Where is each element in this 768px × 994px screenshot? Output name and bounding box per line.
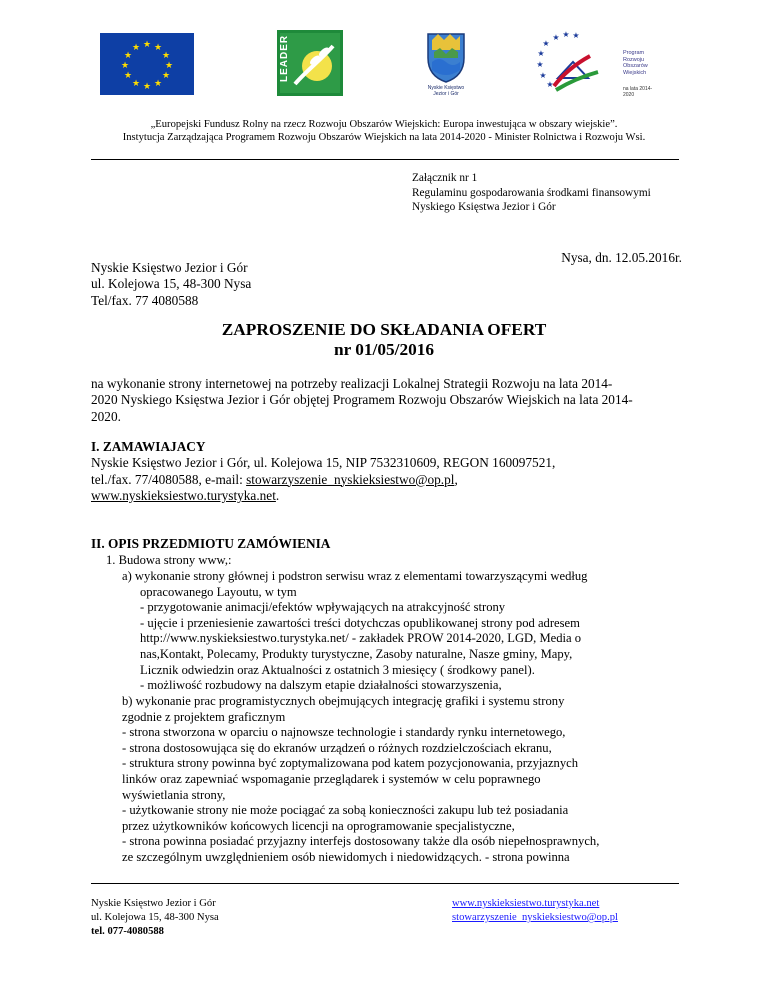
item-1-website-build: 1. Budowa strony www,: — [106, 553, 232, 567]
item-b-line: przez użytkowników końcowych licencji na oprogramowanie specjalistyczne, — [122, 818, 515, 833]
item-a-line: - przygotowanie animacji/efektów wpływających na atrakcyjność strony — [140, 600, 506, 615]
item-a-line: opracowanego Layoutu, w tym — [140, 584, 297, 599]
item-b-line: - strona powinna posiadać przyjazny interfejs dostosowany także dla osób niepełnosprawnych, — [122, 834, 600, 849]
coat-of-arms-icon — [424, 28, 468, 84]
svg-text:★: ★ — [562, 30, 570, 39]
sender-block — [91, 260, 251, 309]
prow-emblem-icon — [528, 28, 624, 98]
svg-text:★: ★ — [552, 33, 560, 42]
svg-text:★: ★ — [123, 51, 133, 61]
header-divider — [91, 159, 679, 160]
item-b-line: zgodnie z projektem graficznym — [122, 709, 286, 724]
section-2-heading: II. OPIS PRZEDMIOTU ZAMÓWIENIA — [91, 536, 331, 551]
svg-text:★: ★ — [153, 43, 163, 53]
item-b-line: - strona dostosowująca się do ekranów urządzeń o różnych rozdzielczościach ekranu, — [122, 740, 552, 755]
prow-logo — [528, 28, 658, 98]
item-a-line: a) wykonanie strony głównej i podstron serwisu wraz z elementami towarzyszącymi według — [122, 569, 588, 583]
sender-phone: Tel/fax. 77 4080588 — [91, 292, 199, 308]
eu-flag-logo — [100, 33, 194, 95]
item-a-line: - ujęcie i przeniesienie zawartości treści dotychczas opublikowanej strony pod adresem — [140, 615, 580, 630]
svg-text:★: ★ — [161, 71, 171, 81]
section-1-heading: I. ZAMAWIAJACY — [91, 439, 206, 454]
item-a-line: http://www.nyskieksiestwo.turystyka.net/ - zakładek PROW 2014-2020, LGD, Media o — [140, 631, 582, 646]
item-a-sublines — [122, 585, 702, 694]
item-b-block — [122, 694, 702, 866]
section-ordering-party — [91, 439, 691, 504]
item-a-line: Licznik odwiedzin oraz Aktualności z ostatnich 3 miesięcy ( środkowy panel). — [140, 662, 535, 677]
footer-website-link[interactable]: www.nyskieksiestwo.turystyka.net — [452, 898, 600, 909]
contact-suffix: , — [454, 471, 458, 487]
svg-text:★: ★ — [131, 79, 141, 89]
prow-logo-years: na lata 2014-2020 — [623, 86, 653, 98]
intro-line-2: 2020 Nyskiego Księstwa Jezior i Gór objętej Programem Rozwoju Obszarów Wiejskich na lata 2014- — [91, 392, 633, 408]
footer-address — [91, 897, 219, 939]
attachment-line-2: Regulaminu gospodarowania środkami finansowymi — [412, 186, 651, 199]
website-suffix: . — [275, 487, 280, 503]
prow-line-3: Obszarów — [623, 63, 648, 69]
website-link[interactable]: www.nyskieksiestwo.turystyka.net — [91, 487, 276, 503]
attachment-note — [412, 171, 651, 215]
eu-funding-line-2: Instytucja Zarządzająca Programem Rozwoju Obszarów Wiejskich na lata 2014-2020 - Minister Rolnictwa i Rozwoju Wsi. — [122, 132, 646, 143]
svg-text:★: ★ — [123, 71, 133, 81]
prow-logo-text — [623, 50, 648, 76]
footer-phone: tel. 077-4080588 — [91, 926, 164, 937]
nysa-caption-line-1: Nyskie Księstwo — [427, 85, 465, 91]
ordering-party-details: Nyskie Księstwo Jezior i Gór, ul. Kolejowa 15, NIP 7532310609, REGON 160097521, — [91, 455, 556, 471]
footer-divider — [91, 883, 679, 884]
website-line — [91, 488, 691, 504]
leader-logo — [277, 30, 343, 96]
document-number: nr 01/05/2016 — [333, 340, 435, 359]
item-a-line: nas,Kontakt, Polecamy, Produkty turystyczne, Zasoby naturalne, Nasze gminy, Mapy, — [140, 646, 573, 661]
item-b-line: wyświetlania strony, — [122, 787, 226, 802]
email-link[interactable]: stowarzyszenie_nyskieksiestwo@op.pl — [246, 471, 455, 487]
sender-name: Nyskie Księstwo Jezior i Gór — [91, 260, 248, 275]
nysa-caption-line-2: Jezior i Gór — [433, 90, 459, 97]
svg-text:★: ★ — [536, 60, 544, 69]
footer-org-name: Nyskie Księstwo Jezior i Gór — [91, 898, 216, 909]
item-b-line: - strona stworzona w oparciu o najnowsze technologie i standardy rynku internetowego, — [122, 725, 566, 740]
ordering-party-contact — [91, 472, 691, 488]
item-b-line: linków oraz zapewniać wspomaganie przeglądarek i systemów w celu poprawnego — [122, 771, 541, 786]
prow-line-4: Wiejskich — [623, 69, 647, 76]
svg-text:★: ★ — [164, 61, 174, 71]
svg-text:★: ★ — [542, 39, 550, 48]
document-title: ZAPROSZENIE DO SKŁADANIA OFERT — [221, 320, 547, 339]
item-b-line: - użytkowanie strony nie może pociągać za sobą konieczności zakupu lub też posiadania — [122, 803, 569, 818]
svg-text:★: ★ — [142, 82, 152, 92]
svg-text:★: ★ — [153, 79, 163, 89]
svg-text:★: ★ — [131, 43, 141, 53]
svg-text:★: ★ — [537, 49, 545, 58]
svg-text:★: ★ — [546, 80, 554, 89]
item-a-line: - możliwość rozbudowy na dalszym etapie działalności stowarzyszenia, — [140, 678, 502, 693]
item-a-block — [122, 569, 702, 694]
intro-line-3: 2020. — [91, 408, 121, 424]
document-date: Nysa, dn. 12.05.2016r. — [561, 250, 682, 265]
svg-text:★: ★ — [572, 31, 580, 40]
svg-text:★: ★ — [142, 40, 152, 50]
sender-address: ul. Kolejowa 15, 48-300 Nysa — [91, 276, 252, 292]
attachment-line-1: Załącznik nr 1 — [412, 172, 478, 184]
svg-text:★: ★ — [120, 61, 130, 71]
item-b-line: ze szczególnym uwzględnieniem osób niewidomych i niedowidzących. - strona powinna — [122, 849, 570, 864]
svg-text:★: ★ — [539, 71, 547, 80]
item-b-line: - struktura strony powinna być zoptymalizowana pod katem pozycjonowania, przyjaznych — [122, 756, 579, 771]
intro-line-1: na wykonanie strony internetowej na potrzeby realizacji Lokalnej Strategii Rozwoju na lata 2014- — [91, 376, 613, 391]
eu-funding-line-1: „Europejski Fundusz Rolny na rzecz Rozwoju Obszarów Wiejskich: Europa inwestująca w obszary wiejskie”. — [150, 119, 618, 130]
footer-email-link[interactable]: stowarzyszenie_nyskieksiestwo@op.pl — [452, 912, 618, 923]
prow-line-1: Program — [623, 50, 645, 56]
nysa-logo — [424, 28, 468, 98]
intro-paragraph — [91, 376, 683, 425]
footer-links — [452, 897, 618, 925]
attachment-line-3: Nyskiego Księstwa Jezior i Gór — [412, 201, 556, 213]
item-b-line: b) wykonanie prac programistycznych obejmujących integrację grafiki i systemu strony — [122, 694, 565, 708]
leader-text: LEADER — [279, 34, 290, 82]
svg-text:★: ★ — [161, 51, 171, 61]
contact-prefix: tel./fax. 77/4080588, e-mail: — [91, 471, 247, 487]
prow-line-2: Rozwoju — [623, 56, 645, 63]
footer-street: ul. Kolejowa 15, 48-300 Nysa — [91, 912, 219, 923]
eu-stars-icon — [100, 33, 194, 95]
nysa-logo-caption — [424, 86, 468, 97]
